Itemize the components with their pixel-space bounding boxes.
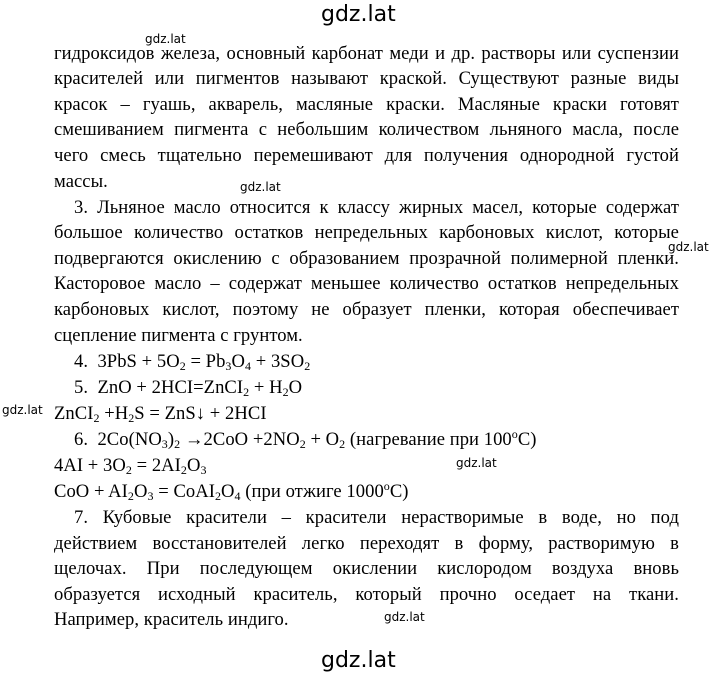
paragraph-line: 3. Льняное масло относится к классу жирных масел, которые содержат — [74, 197, 679, 218]
paragraph-line: сцепление пигмента с грунтом. — [54, 325, 303, 346]
watermark-top: gdz.lat — [321, 2, 396, 27]
paragraph-line: большое количество остатков непредельных карбоновых кислот, которые — [54, 222, 679, 243]
formula-5-second: ZnCI$_2$ $+H_2S$ = ZnS↓ + 2HCI — [54, 403, 267, 425]
paragraph-line: карбоновых кислот, поэтому не образует пленки, которая обеспечивает — [54, 299, 679, 320]
formula-6: 6. $2Co(NO_3)_2 \to 2CoO +2NO_2 + O_2$ (нагревание при 100$^o$C) — [74, 427, 537, 451]
formula-5: 5. ZnO + 2HCI=ZnCI$_2$ + $H_2O$ — [74, 377, 303, 399]
formula-number: 6. — [74, 429, 89, 450]
watermark-small: gdz.lat — [2, 403, 43, 417]
paragraph-line: Касторовое масло – содержат меньшее количество остатков непредельных — [54, 273, 679, 294]
paragraph-line: красителей или пигментов называют краской. Существуют разные виды — [54, 68, 679, 89]
formula-number: 5. — [74, 377, 89, 398]
watermark-bottom: gdz.lat — [321, 648, 396, 673]
formula-4: 4. $3PbS + 5O_2 = Pb_3O_4 + 3SO_2$ — [74, 351, 311, 373]
paragraph-line: смешиванием пигмента с небольшим количеством льняного масла, после — [54, 119, 679, 140]
formula-number: 4. — [74, 351, 89, 372]
paragraph-line: гидроксидов железа, основный карбонат меди и др. растворы или суспензии — [54, 43, 679, 64]
watermark-small: gdz.lat — [145, 32, 186, 46]
formula-6-third: CoO + $AI_2O_3$ = $CoAI_2O_4$ (при отжиге 1000$^o$C) — [54, 479, 409, 503]
paragraph-line: красок – гуашь, акварель, масляные краски. Масляные краски готовят — [54, 94, 679, 115]
watermark-small: gdz.lat — [384, 610, 425, 624]
paragraph-line: массы. — [54, 171, 108, 192]
paragraph-line: Например, краситель индиго. — [54, 609, 289, 630]
paragraph-line: действием восстановителей легко переходят в форму, растворимую в — [54, 533, 679, 554]
watermark-small: gdz.lat — [668, 240, 709, 254]
formula-6-second: $4AI + 3O_2 = 2AI_2O_3$ — [54, 455, 207, 477]
paragraph-line: чего смесь тщательно перемешивают для получения однородной густой — [54, 145, 679, 166]
watermark-small: gdz.lat — [240, 180, 281, 194]
watermark-small: gdz.lat — [456, 456, 497, 470]
paragraph-line: щелочах. При последующем окислении кислородом воздуха вновь — [54, 558, 679, 579]
paragraph-line: 7. Кубовые красители – красители нерастворимые в воде, но под — [74, 507, 679, 528]
paragraph-line: образуется исходный краситель, который прочно оседает на ткани. — [54, 584, 679, 605]
paragraph-line: подвергаются окислению с образованием прозрачной полимерной пленки. — [54, 248, 679, 269]
